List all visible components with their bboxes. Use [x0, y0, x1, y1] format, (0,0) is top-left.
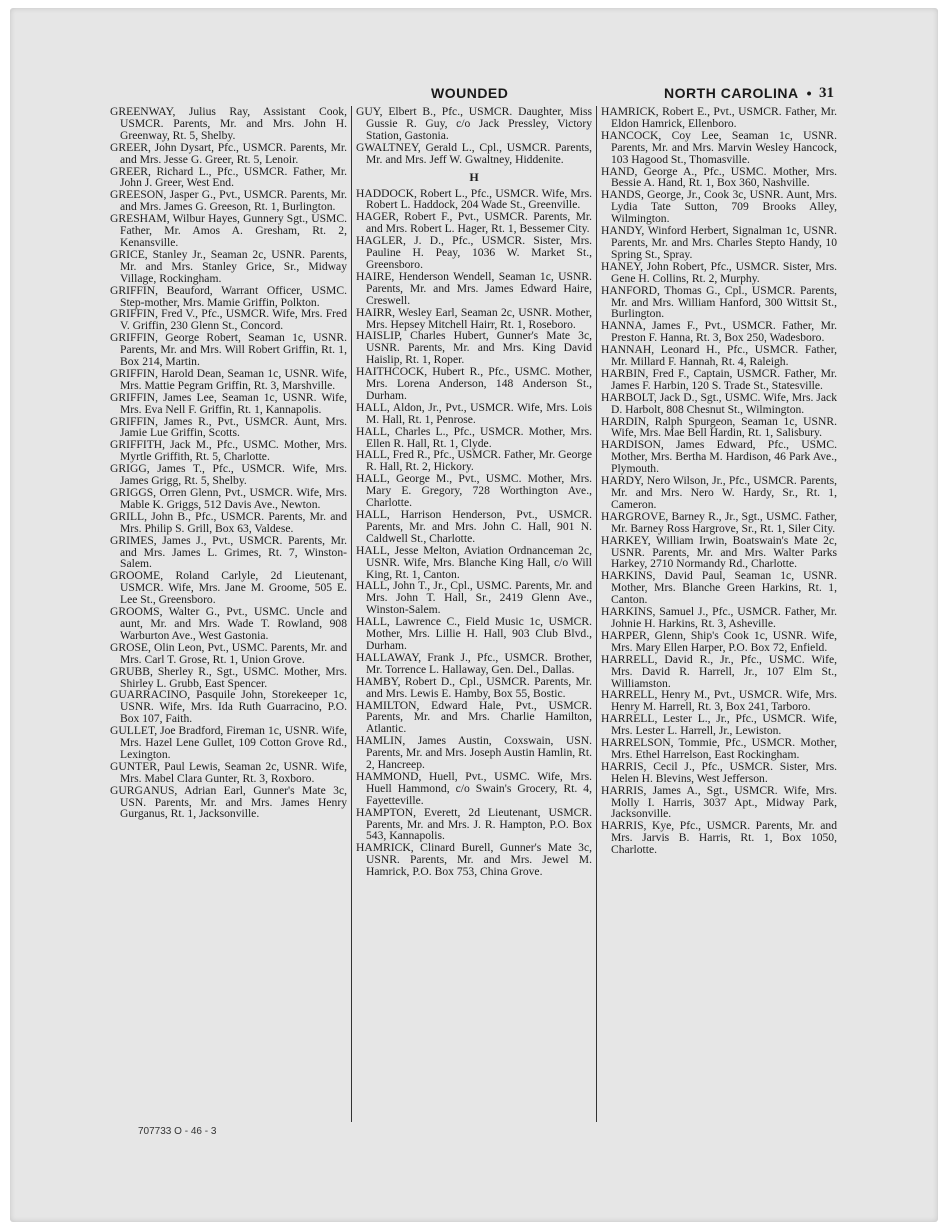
casualty-entry: HALL, Charles L., Pfc., USMCR. Mother, Mrs. Ellen R. Hall, Rt. 1, Clyde.: [356, 424, 592, 450]
casualty-entry: GRUBB, Sherley R., Sgt., USMC. Mother, Mrs. Shirley L. Grubb, East Spencer.: [110, 664, 347, 690]
casualty-entry: HALL, John T., Jr., Cpl., USMC. Parents, Mr. and Mrs. John T. Hall, Sr., 2419 Glenn Ave., Winston-Salem.: [356, 579, 592, 617]
casualty-entry: HANCOCK, Coy Lee, Seaman 1c, USNR. Parents, Mr. and Mrs. Marvin Wesley Hancock, 103 Hagood St., Thomasville.: [601, 128, 837, 166]
casualty-entry: HALL, George M., Pvt., USMC. Mother, Mrs. Mary E. Gregory, 728 Worthington Ave., Charlotte.: [356, 472, 592, 510]
casualty-entry: GUNTER, Paul Lewis, Seaman 2c, USNR. Wife, Mrs. Mabel Clara Gunter, Rt. 3, Roxboro.: [110, 759, 347, 785]
casualty-entry: GUY, Elbert B., Pfc., USMCR. Daughter, Miss Gussie R. Guy, c/o Jack Pressley, Victory Station, Gastonia.: [356, 106, 592, 142]
casualty-entry: HAND, George A., Pfc., USMC. Mother, Mrs. Bessie A. Hand, Rt. 1, Box 360, Nashville.: [601, 164, 837, 190]
casualty-entry: HARDIN, Ralph Spurgeon, Seaman 1c, USNR. Wife, Mrs. Mae Bell Hardin, Rt. 1, Salisbury.: [601, 414, 837, 440]
column-3: [596, 106, 841, 1122]
casualty-entry: GRILL, John B., Pfc., USMCR. Parents, Mr. and Mrs. Philip S. Grill, Box 63, Valdese.: [110, 509, 347, 535]
casualty-entry: GRIGG, James T., Pfc., USMCR. Wife, Mrs. James Grigg, Rt. 5, Shelby.: [110, 462, 347, 488]
casualty-entry: GULLET, Joe Bradford, Fireman 1c, USNR. Wife, Mrs. Hazel Lene Gullet, 109 Cotton Grove Rd., Lexington.: [110, 724, 347, 761]
casualty-entry: HANEY, John Robert, Pfc., USMCR. Sister, Mrs. Gene H. Collins, Rt. 2, Murphy.: [601, 259, 837, 285]
casualty-entry: HARRIS, Kye, Pfc., USMCR. Parents, Mr. and Mrs. Jarvis B. Harris, Rt. 1, Box 1050, Charlotte.: [601, 819, 837, 857]
casualty-entry: GRIGGS, Orren Glenn, Pvt., USMCR. Wife, Mrs. Mable K. Griggs, 512 Davis Ave., Newton.: [110, 486, 347, 511]
casualty-entry: GRIFFITH, Jack M., Pfc., USMC. Mother, Mrs. Myrtle Griffith, Rt. 5, Charlotte.: [110, 438, 347, 464]
casualty-entry: HANFORD, Thomas G., Cpl., USMCR. Parents, Mr. and Mrs. William Hanford, 300 Wittsit St., Burlington.: [601, 283, 837, 321]
casualty-entry: HARDY, Nero Wilson, Jr., Pfc., USMCR. Parents, Mr. and Mrs. Nero W. Hardy, Sr., Rt. 1, Cameron.: [601, 474, 837, 511]
casualty-entry: HAITHCOCK, Hubert R., Pfc., USMC. Mother, Mrs. Lorena Anderson, 148 Anderson St., Durham.: [356, 365, 592, 402]
casualty-entry: GREER, John Dysart, Pfc., USMCR. Parents, Mr. and Mrs. Jesse G. Greer, Rt. 5, Lenoir.: [110, 140, 347, 166]
casualty-entry: HALLAWAY, Frank J., Pfc., USMCR. Brother, Mr. Torrence L. Hallaway, Gen. Del., Dallas.: [356, 650, 592, 676]
casualty-entry: GREENWAY, Julius Ray, Assistant Cook, USMCR. Parents, Mr. and Mrs. John H. Greenway, Rt. 5, Shelby.: [110, 106, 347, 142]
print-code-footer: 707733 O - 46 - 3: [138, 1126, 217, 1137]
casualty-entry: HAMMOND, Huell, Pvt., USMC. Wife, Mrs. Huell Hammond, c/o Swain's Grocery, Rt. 4, Fayetteville.: [356, 769, 592, 807]
casualty-entry: HADDOCK, Robert L., Pfc., USMCR. Wife, Mrs. Robert L. Haddock, 204 Wade St., Greenville.: [356, 186, 592, 212]
casualty-entry: HARRELSON, Tommie, Pfc., USMCR. Mother, Mrs. Ethel Harrelson, East Rockingham.: [601, 736, 837, 761]
casualty-entry: HAMRICK, Clinard Burell, Gunner's Mate 3c, USNR. Parents, Mr. and Mrs. Jewel M. Hamrick, P.O. Box 753, China Grove.: [356, 841, 592, 879]
header-section-title: WOUNDED: [431, 85, 509, 101]
header-state: [664, 85, 820, 101]
casualty-entry: HAMPTON, Everett, 2d Lieutenant, USMCR. Parents, Mr. and Mrs. J. R. Hampton, P.O. Box 543, Kannapolis.: [356, 805, 592, 843]
casualty-entry: HARBOLT, Jack D., Sgt., USMC. Wife, Mrs. Jack D. Harbolt, 808 Chesnut St., Wilmington.: [601, 390, 837, 416]
column-2-bottom: [356, 188, 592, 879]
casualty-entry: HANNA, James F., Pvt., USMCR. Father, Mr. Preston F. Hanna, Rt. 3, Box 250, Wadesboro.: [601, 319, 837, 345]
casualty-entry: GRESHAM, Wilbur Hayes, Gunnery Sgt., USMC. Father, Mr. Amos A. Gresham, Rt. 2, Kenansville.: [110, 212, 347, 249]
casualty-entry: HALL, Harrison Henderson, Pvt., USMCR. Parents, Mr. and Mrs. John C. Hall, 901 N. Caldwell St., Charlotte.: [356, 508, 592, 545]
header-state-name: NORTH CAROLINA: [664, 85, 799, 101]
page-header: [106, 80, 820, 106]
entry-columns: [106, 106, 842, 1122]
casualty-entry: GRIFFIN, Beauford, Warrant Officer, USMC. Step-mother, Mrs. Mamie Griffin, Polkton.: [110, 283, 347, 309]
casualty-entry: GROOME, Roland Carlyle, 2d Lieutenant, USMCR. Wife, Mrs. Jane M. Groome, 505 E. Lee St., Greensboro.: [110, 569, 347, 607]
casualty-entry: GWALTNEY, Gerald L., Cpl., USMCR. Parents, Mr. and Mrs. Jeff W. Gwaltney, Hiddenite.: [356, 140, 592, 166]
casualty-entry: HANDS, George, Jr., Cook 3c, USNR. Aunt, Mrs. Lydia Tate Sutton, 709 Brooks Alley, Wilmington.: [601, 188, 837, 226]
column-2: [351, 106, 596, 1122]
casualty-entry: GRIFFIN, James R., Pvt., USMCR. Aunt, Mrs. Jamie Lue Griffin, Scotts.: [110, 414, 347, 440]
column-1: [106, 106, 351, 1122]
header-bullet: •: [806, 85, 812, 101]
casualty-entry: HARKINS, David Paul, Seaman 1c, USNR. Mother, Mrs. Blanche Green Harkins, Rt. 1, Canton.: [601, 569, 837, 607]
casualty-entry: HAMLIN, James Austin, Coxswain, USN. Parents, Mr. and Mrs. Joseph Austin Hamlin, Rt. 2, Hancreep.: [356, 734, 592, 772]
casualty-entry: HAIRE, Henderson Wendell, Seaman 1c, USNR. Parents, Mr. and Mrs. James Edward Haire, Creswell.: [356, 269, 592, 307]
casualty-entry: GRIFFIN, George Robert, Seaman 1c, USNR. Parents, Mr. and Mrs. Will Robert Griffin, Rt. 1, Box 214, Martin.: [110, 331, 347, 369]
casualty-entry: HARKINS, Samuel J., Pfc., USMCR. Father, Mr. Johnie H. Harkins, Rt. 3, Asheville.: [601, 605, 837, 630]
casualty-entry: GUARRACINO, Pasquile John, Storekeeper 1c, USNR. Wife, Mrs. Ida Ruth Guarracino, P.O. Box 107, Faith.: [110, 688, 347, 726]
casualty-entry: HAIRR, Wesley Earl, Seaman 2c, USNR. Mother, Mrs. Hepsey Mitchell Hairr, Rt. 1, Roseboro.: [356, 305, 592, 331]
casualty-entry: HALL, Lawrence C., Field Music 1c, USMCR. Mother, Mrs. Lillie H. Hall, 903 Club Blvd., Durham.: [356, 615, 592, 652]
page-number: 31: [819, 85, 834, 101]
casualty-entry: HANNAH, Leonard H., Pfc., USMCR. Father, Mr. Millard F. Hannah, Rt. 4, Raleigh.: [601, 343, 837, 369]
casualty-entry: HARRELL, Lester L., Jr., Pfc., USMCR. Wife, Mrs. Lester L. Harrell, Jr., Lewiston.: [601, 712, 837, 738]
casualty-entry: GROOMS, Walter G., Pvt., USMC. Uncle and aunt, Mr. and Mrs. Wade T. Rowland, 908 Warburton Ave., West Gastonia.: [110, 605, 347, 642]
casualty-entry: GRIFFIN, James Lee, Seaman 1c, USNR. Wife, Mrs. Eva Nell F. Griffin, Rt. 1, Kannapolis.: [110, 390, 347, 416]
casualty-entry: GRICE, Stanley Jr., Seaman 2c, USNR. Parents, Mr. and Mrs. Stanley Grice, Sr., Midway Village, Rockingham.: [110, 247, 347, 285]
casualty-entry: GRIFFIN, Fred V., Pfc., USMCR. Wife, Mrs. Fred V. Griffin, 230 Glenn St., Concord.: [110, 307, 347, 333]
casualty-entry: GRIMES, James J., Pvt., USMCR. Parents, Mr. and Mrs. James L. Grimes, Rt. 7, Winston-Salem.: [110, 533, 347, 571]
casualty-entry: HARRIS, James A., Sgt., USMCR. Wife, Mrs. Molly I. Harris, 3037 Apt., Midway Park, Jacksonville.: [601, 783, 837, 821]
casualty-entry: HAGER, Robert F., Pvt., USMCR. Parents, Mr. and Mrs. Robert L. Hager, Rt. 1, Bessemer City.: [356, 210, 592, 236]
section-letter: H: [469, 169, 479, 184]
casualty-entry: HAMRICK, Robert E., Pvt., USMCR. Father, Mr. Eldon Hamrick, Ellenboro.: [601, 106, 837, 130]
casualty-entry: GREER, Richard L., Pfc., USMCR. Father, Mr. John J. Greer, West End.: [110, 164, 347, 190]
casualty-entry: HAMILTON, Edward Hale, Pvt., USMCR. Parents, Mr. and Mrs. Charlie Hamilton, Atlantic.: [356, 698, 592, 736]
casualty-entry: HAMBY, Robert D., Cpl., USMCR. Parents, Mr. and Mrs. Lewis E. Hamby, Box 55, Bostic.: [356, 674, 592, 700]
casualty-entry: HALL, Jesse Melton, Aviation Ordnanceman 2c, USNR. Wife, Mrs. Blanche King Hall, c/o Will King, Rt. 1, Canton.: [356, 543, 592, 581]
document-page: [10, 8, 938, 1222]
casualty-entry: HARBIN, Fred F., Captain, USMCR. Father, Mr. James F. Harbin, 120 S. Trade St., Statesville.: [601, 366, 837, 392]
casualty-entry: HALL, Fred R., Pfc., USMCR. Father, Mr. George R. Hall, Rt. 2, Hickory.: [356, 448, 593, 474]
casualty-entry: HAISLIP, Charles Hubert, Gunner's Mate 3c, USNR. Parents, Mr. and Mrs. King David Haislip, Rt. 1, Roper.: [356, 329, 592, 367]
casualty-entry: HARKEY, William Irwin, Boatswain's Mate 2c, USNR. Parents, Mr. and Mrs. Walter Parks Harkey, 2710 Normandy Rd., Charlotte.: [601, 533, 837, 571]
casualty-entry: HARRIS, Cecil J., Pfc., USMCR. Sister, Mrs. Helen H. Blevins, West Jefferson.: [601, 759, 837, 785]
casualty-entry: HARDISON, James Edward, Pfc., USMC. Mother, Mrs. Bertha M. Hardison, 46 Park Ave., Plymouth.: [601, 438, 837, 476]
casualty-entry: HANDY, Winford Herbert, Signalman 1c, USNR. Parents, Mr. and Mrs. Charles Stepto Handy, 10 Spring St., Spray.: [601, 224, 837, 261]
casualty-entry: HARRELL, Henry M., Pvt., USMCR. Wife, Mrs. Henry M. Harrell, Rt. 3, Box 241, Tarboro.: [601, 688, 837, 714]
casualty-entry: GURGANUS, Adrian Earl, Gunner's Mate 3c, USN. Parents, Mr. and Mrs. James Henry Gurganus, Rt. 1, Jacksonville.: [110, 783, 347, 821]
casualty-entry: HAGLER, J. D., Pfc., USMCR. Sister, Mrs. Pauline H. Peay, 1036 W. Market St., Greensboro.: [356, 234, 592, 271]
casualty-entry: HARGROVE, Barney R., Jr., Sgt., USMC. Father, Mr. Barney Ross Hargrove, Sr., Rt. 1, Siler City.: [601, 509, 837, 535]
casualty-entry: GRIFFIN, Harold Dean, Seaman 1c, USNR. Wife, Mrs. Mattie Pegram Griffin, Rt. 3, Marshville.: [110, 366, 347, 392]
casualty-entry: HARPER, Glenn, Ship's Cook 1c, USNR. Wife, Mrs. Mary Ellen Harper, P.O. Box 72, Enfield.: [601, 628, 837, 654]
column-2-top: [356, 106, 592, 166]
casualty-entry: HARRELL, David R., Jr., Pfc., USMC. Wife, Mrs. David R. Harrell, Jr., 107 Elm St., Williamston.: [601, 652, 837, 690]
casualty-entry: GROSE, Olin Leon, Pvt., USMC. Parents, Mr. and Mrs. Carl T. Grose, Rt. 1, Union Grove.: [110, 640, 347, 666]
casualty-entry: GREESON, Jasper G., Pvt., USMCR. Parents, Mr. and Mrs. James G. Greeson, Rt. 1, Burlington.: [110, 188, 347, 214]
casualty-entry: HALL, Aldon, Jr., Pvt., USMCR. Wife, Mrs. Lois M. Hall, Rt. 1, Penrose.: [356, 400, 592, 426]
